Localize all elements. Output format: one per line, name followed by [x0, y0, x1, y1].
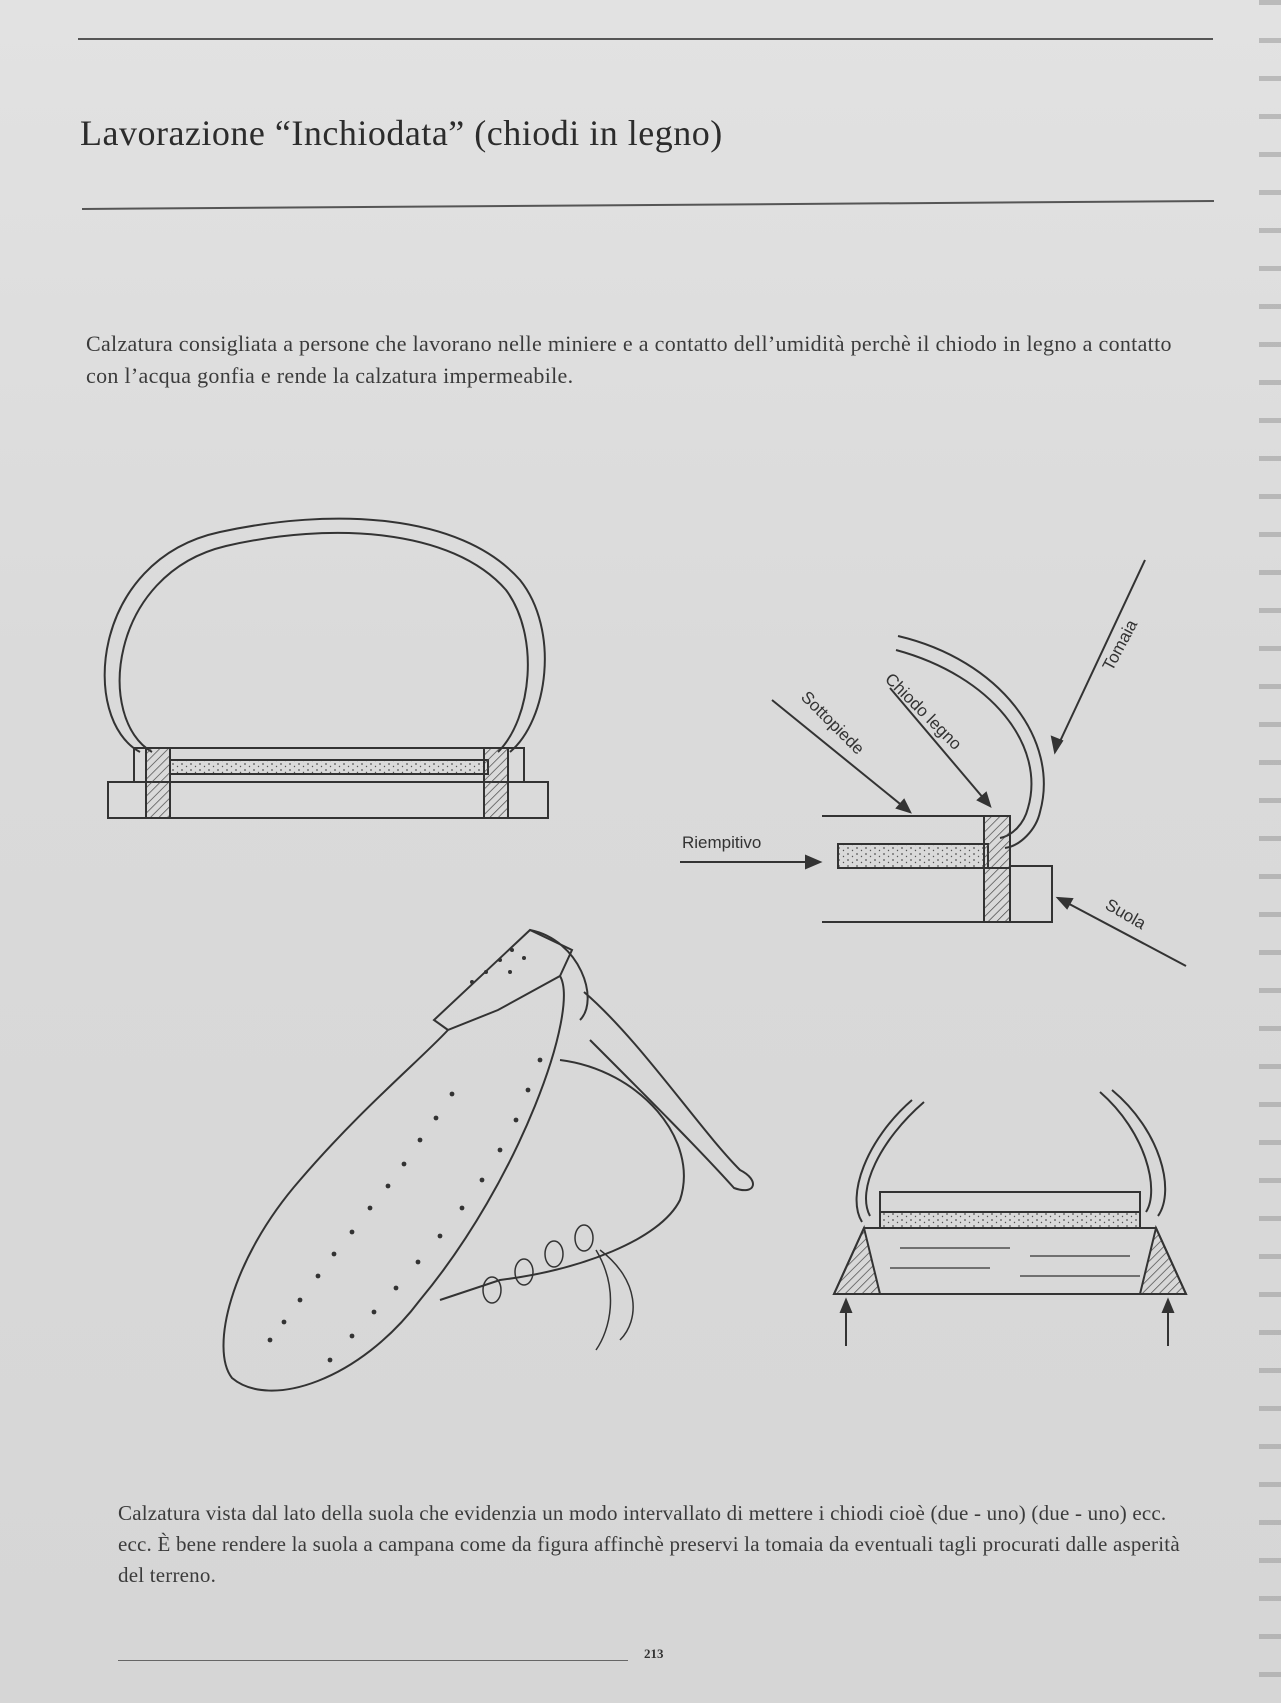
label-sottopiede: Sottopiede	[797, 687, 869, 759]
page-title: Lavorazione “Inchiodata” (chiodi in legno)	[80, 113, 723, 153]
boot-sole-view-figure	[223, 930, 752, 1391]
edge-detail-labels	[682, 616, 1150, 933]
label-tomaia: Tomaia	[1098, 616, 1142, 674]
label-riempitivo: Riempitivo	[682, 833, 762, 852]
label-chiodo-legno: Chiodo legno	[881, 669, 966, 754]
intro-paragraph: Calzatura consigliata a persone che lavorano nelle miniere e a contatto dell’umidità perchè il chiodo in legno a contatto con l’acqua gonfia e rende la calzatura impermeabile.	[86, 331, 1172, 388]
shoe-cross-section-figure	[105, 519, 548, 818]
page-number: 213	[644, 1646, 664, 1661]
bottom-rule	[118, 1660, 628, 1661]
figure-caption: Calzatura vista dal lato della suola che evidenzia un modo intervallato di mettere i chiodi cioè (due - uno) (due - uno) ecc. ecc. È bene rendere la suola a campana come da figura affinchè preservi la tomaia da eventuali tagli procurati dalle asperità del terreno.	[118, 1501, 1180, 1587]
bell-sole-section-figure	[834, 1090, 1186, 1346]
label-suola: Suola	[1102, 895, 1150, 934]
